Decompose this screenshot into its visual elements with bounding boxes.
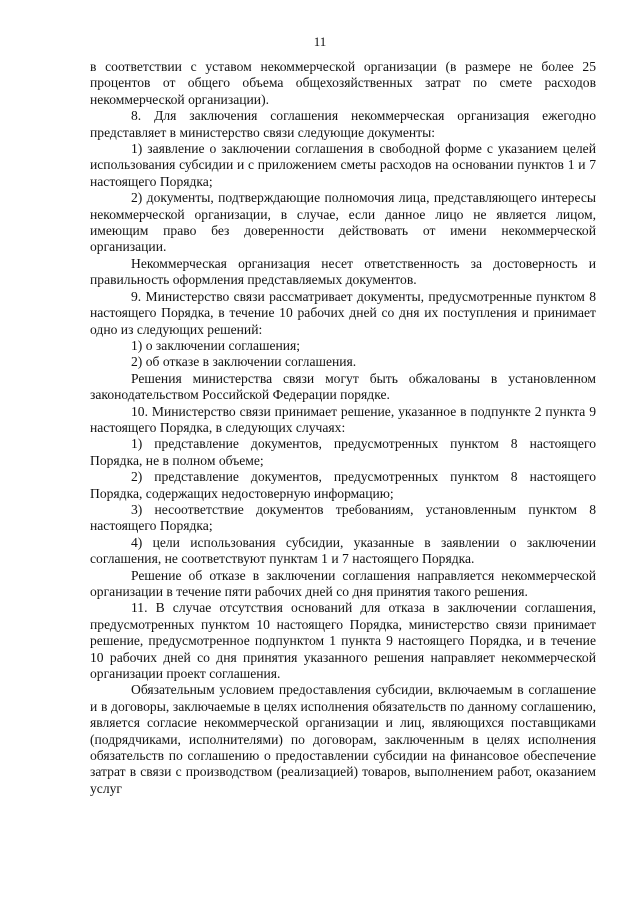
paragraph-responsibility: Некоммерческая организация несет ответственность за достоверность и правильность оформления представляемых документов. [90,255,596,288]
paragraph-clause-8: 8. Для заключения соглашения некоммерческая организация ежегодно представляет в министерство связи следующие документы: [90,108,596,140]
paragraph-clause-9: 9. Министерство связи рассматривает документы, предусмотренные пунктом 8 настоящего Порядка, в течение 10 рабочих дней со дня их поступления и принимает одно из следующих решений: [90,288,596,337]
paragraph-clause-10-item-2: 2) представление документов, предусмотренных пунктом 8 настоящего Порядка, содержащих недостоверную информацию; [90,469,596,501]
paragraph-clause-9-item-1: 1) о заключении соглашения; [131,337,301,353]
paragraph-clause-10: 10. Министерство связи принимает решение, указанное в подпункте 2 пункта 9 настоящего Порядка, в следующих случаях: [90,403,596,435]
paragraph-clause-8-item-2: 2) документы, подтверждающие полномочия лица, представляющего интересы некоммерческой организации, в случае, если данное лицо не является лицом, имеющим право без доверенности действовать от имени некоммерческой организации. [90,190,596,255]
paragraph-clause-10-item-4: 4) цели использования субсидии, указанные в заявлении о заключении соглашения, не соответствуют пунктам 1 и 7 настоящего Порядка. [90,534,596,567]
paragraph-clause-11: 11. В случае отсутствия оснований для отказа в заключении соглашения, предусмотренных пунктом 10 настоящего Порядка, министерство связи принимает решение, предусмотренное подпунктом 1 пункта 9 настоящего Порядка, и в течение 10 рабочих дней со дня принятия указанного решения направляет некоммерческой организации проект соглашения. [90,600,596,682]
paragraph-clause-10-item-3: 3) несоответствие документов требованиям, установленным пунктом 8 настоящего Порядка; [90,501,596,534]
paragraph-refusal-notice: Решение об отказе в заключении соглашения направляется некоммерческой организации в течение пяти рабочих дней со дня принятия такого решения. [90,567,596,599]
document-body [90,59,596,797]
paragraph-continuation: в соответствии с уставом некоммерческой организации (в размере не более 25 процентов от общего объема общехозяйственных затрат по смете расходов некоммерческой организации). [90,59,596,107]
paragraph-clause-9-item-2: 2) об отказе в заключении соглашения. [131,354,357,370]
paragraph-clause-8-item-1: 1) заявление о заключении соглашения в свободной форме с указанием целей использования субсидии и с приложением сметы расходов на основании пунктов 1 и 7 настоящего Порядка; [90,141,596,189]
paragraph-clause-10-item-1: 1) представление документов, предусмотренных пунктом 8 настоящего Порядка, не в полном объеме; [90,436,596,468]
page-number: 11 [313,34,327,49]
paragraph-appeal: Решения министерства связи могут быть обжалованы в установленном законодательством Российской Федерации порядке. [90,370,596,403]
paragraph-mandatory-condition: Обязательным условием предоставления субсидии, включаемым в соглашение и в договоры, заключаемые в целях исполнения обязательств по данному соглашению, является согласие некоммерческой организации и лиц, являющихся поставщиками (подрядчиками, исполнителями) по договорам, заключенным в целях исполнения обязательств по соглашению о предоставлении субсидии на финансовое обеспечение затрат в связи с производством (реализацией) товаров, выполнением работ, оказанием услуг [90,682,596,796]
